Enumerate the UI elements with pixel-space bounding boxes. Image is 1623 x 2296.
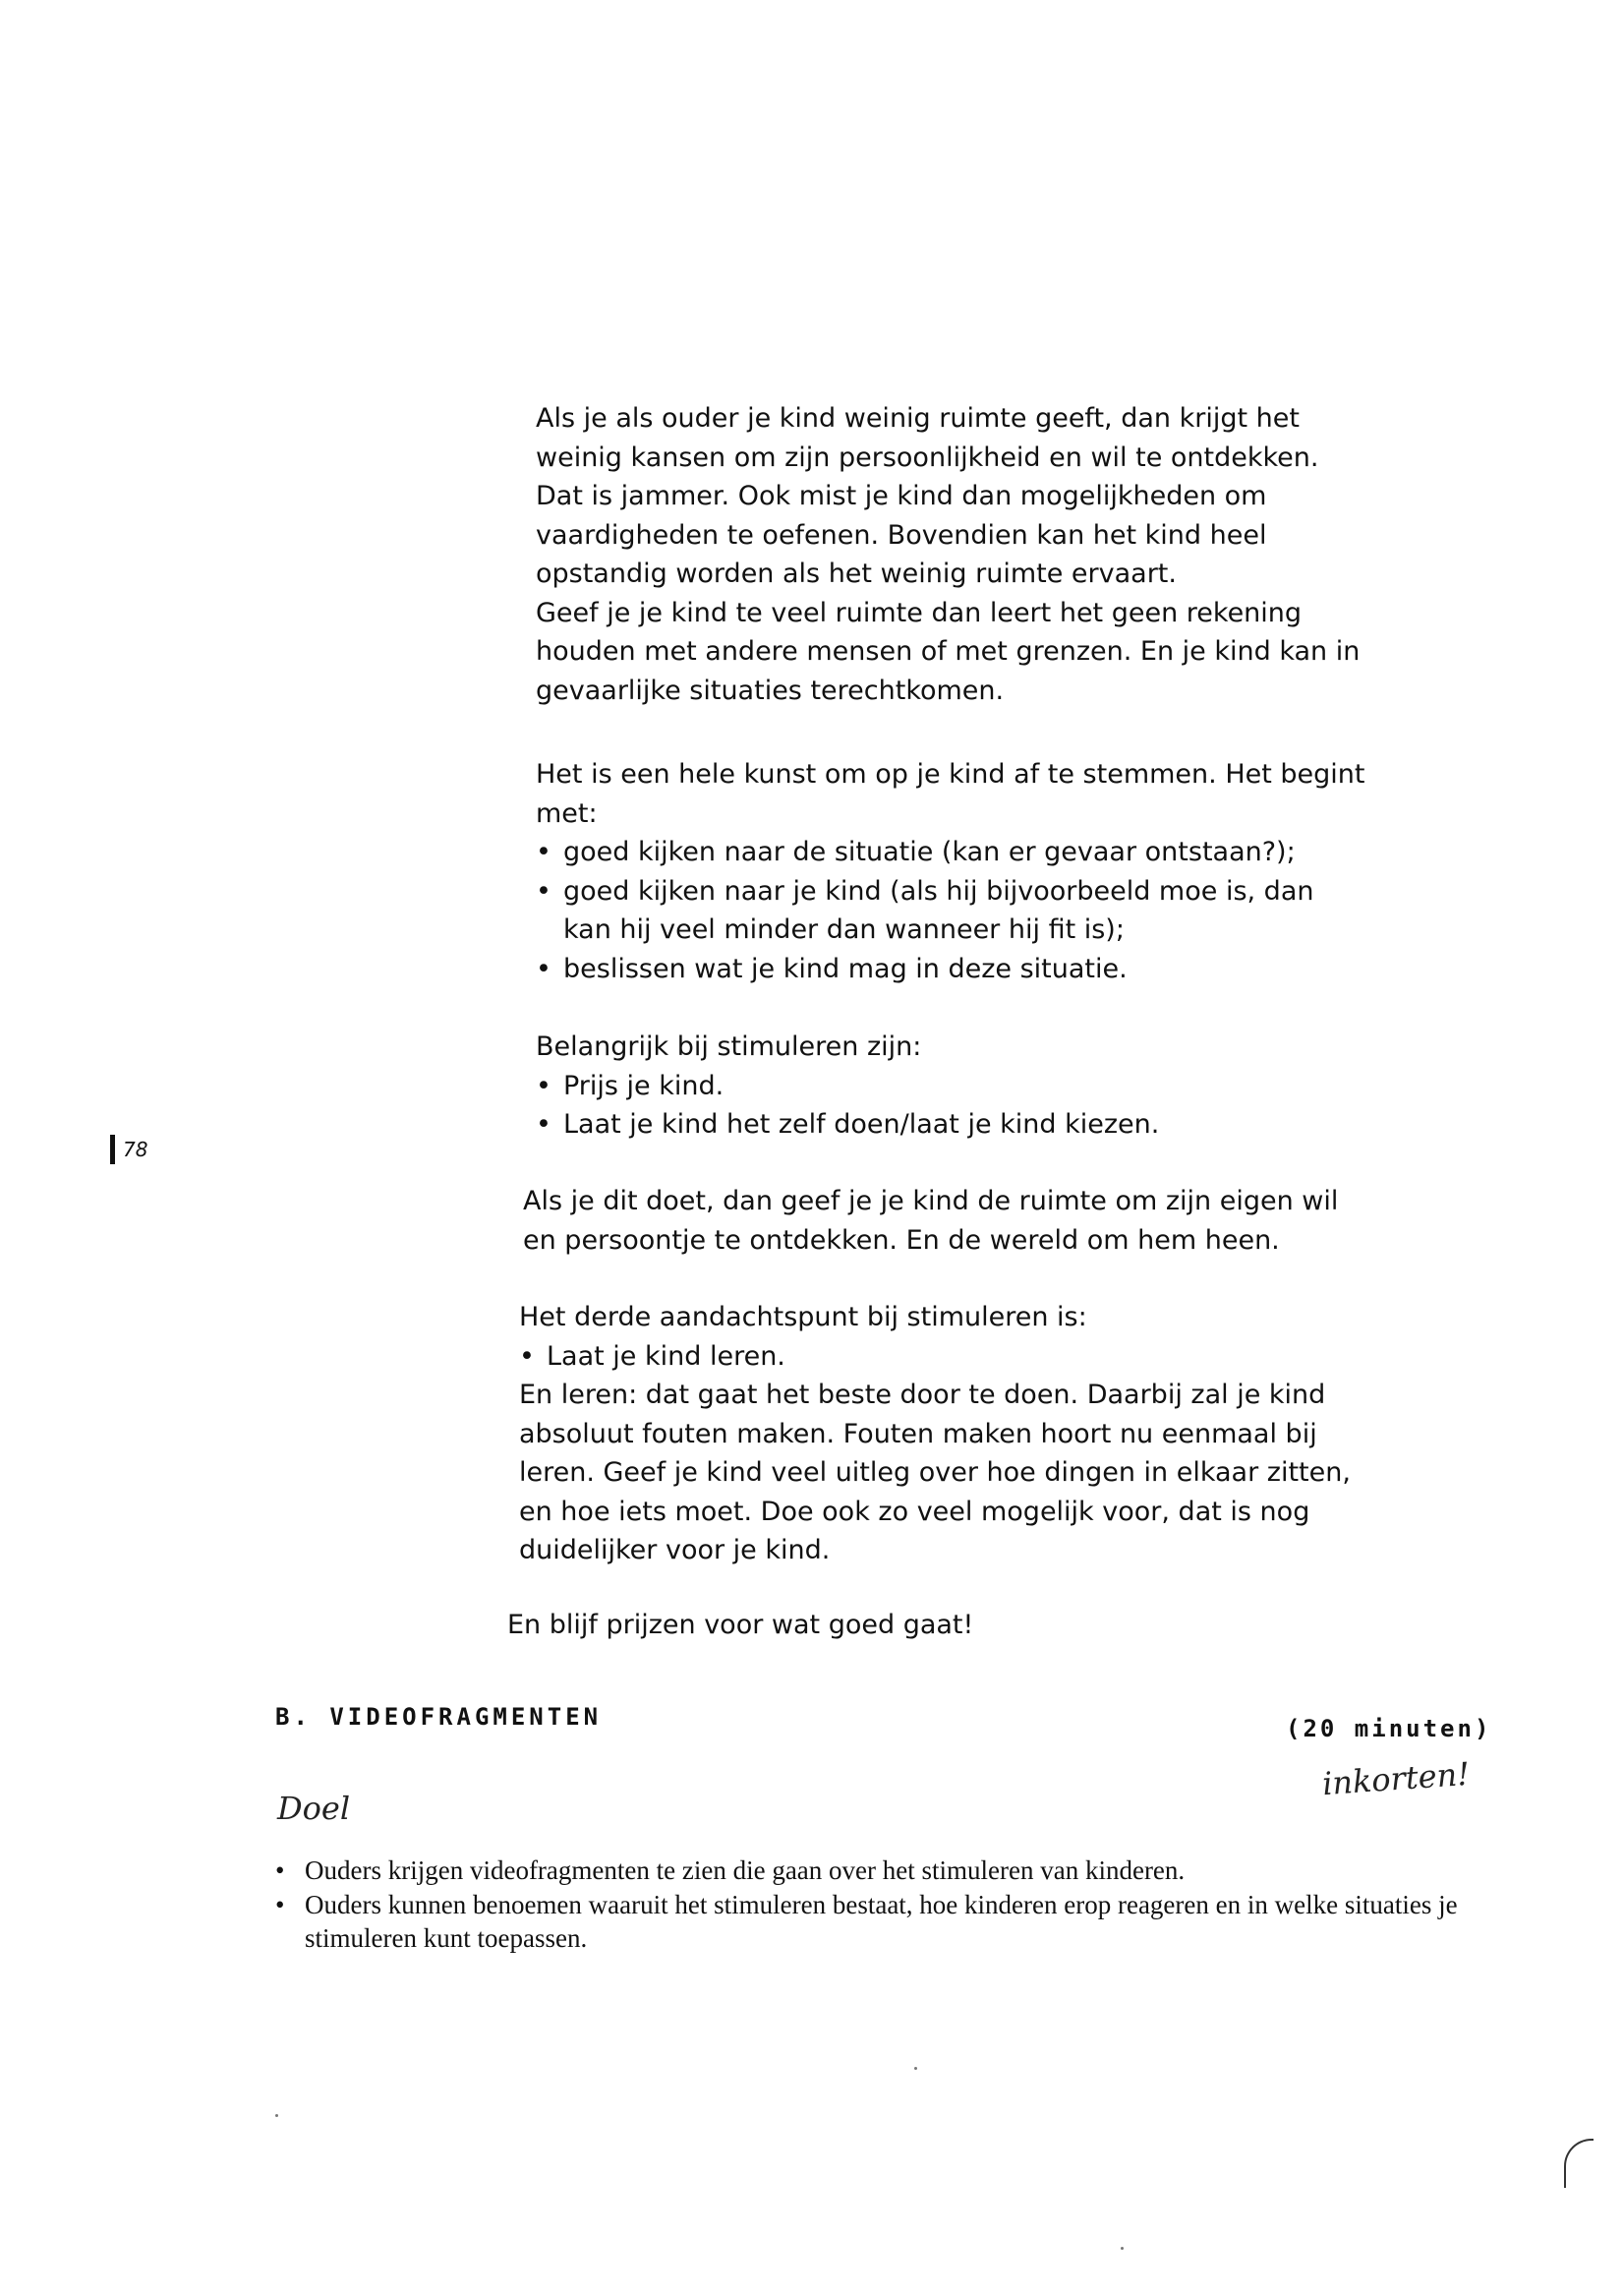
text-line: en persoontje te ontdekken. En de wereld om hem heen.: [523, 1224, 1280, 1256]
paragraph-belangrijk: [536, 1028, 1401, 1145]
text-line: en hoe iets moet. Doe ook zo veel mogelijk voor, dat is nog: [519, 1496, 1310, 1527]
list-item: [275, 1854, 1494, 1887]
text-line: leren. Geef je kind veel uitleg over hoe dingen in elkaar zitten,: [519, 1457, 1351, 1488]
text-line: Dat is jammer. Ook mist je kind dan mogelijkheden om: [536, 481, 1267, 511]
list-item-text: goed kijken naar je kind (als hij bijvoorbeeld moe is, dan: [563, 875, 1314, 907]
text-line: En blijf prijzen voor wat goed gaat!: [507, 1610, 974, 1640]
bullet-icon: •: [536, 875, 551, 907]
section-subheading: Doel: [277, 1790, 351, 1827]
scan-speck: [914, 2067, 917, 2070]
paragraph-afstemmen: [536, 755, 1401, 988]
paragraph-ruimte: [536, 399, 1401, 710]
list-item-text: Laat je kind het zelf doen/laat je kind kiezen.: [563, 1109, 1160, 1140]
list-item-text: Ouders krijgen videofragmenten te zien die gaan over het stimuleren van kinderen.: [305, 1855, 1186, 1885]
goals-list: [275, 1854, 1494, 1956]
text-line: gevaarlijke situaties terechtkomen.: [536, 675, 1005, 706]
list-item: [536, 833, 1401, 872]
list-item-text: goed kijken naar de situatie (kan er gevaar ontstaan?);: [563, 837, 1296, 867]
handwritten-note: inkorten!: [1320, 1754, 1472, 1803]
bullet-icon: •: [275, 1855, 285, 1885]
list-item-text: Ouders kunnen benoemen waaruit het stimuleren bestaat, hoe kinderen erop reageren en in welke situaties je stimuleren kunt toepassen.: [305, 1890, 1458, 1953]
page-number-text: 78: [123, 1138, 148, 1161]
text-line: Als je dit doet, dan geef je je kind de ruimte om zijn eigen wil: [523, 1186, 1339, 1216]
paragraph-als-je-dit-doet: [523, 1182, 1388, 1260]
text-line: vaardigheden te oefenen. Bovendien kan het kind heel: [536, 519, 1267, 551]
bullet-icon: •: [536, 953, 551, 984]
bullet-icon: •: [536, 1109, 551, 1140]
page-marker-bar: [110, 1135, 115, 1164]
text-line: weinig kansen om zijn persoonlijkheid en wil te ontdekken.: [536, 442, 1319, 473]
list-item: [536, 1105, 1401, 1145]
text-line: opstandig worden als het weinig ruimte ervaart.: [536, 559, 1177, 589]
text-line: Het is een hele kunst om op je kind af te stemmen. Het begint: [536, 759, 1365, 790]
bullet-icon: •: [536, 837, 551, 867]
list-item-text: Laat je kind leren.: [547, 1340, 785, 1372]
scan-speck: [1121, 2247, 1124, 2250]
list-item-continuation: kan hij veel minder dan wanneer hij fit is);: [563, 914, 1125, 945]
section-heading: B. VIDEOFRAGMENTEN: [275, 1703, 603, 1731]
list-item-text: Prijs je kind.: [563, 1070, 725, 1101]
scan-mark: [1564, 2139, 1594, 2188]
paragraph-blijf-prijzen: [507, 1606, 1372, 1645]
list-item: [519, 1337, 1384, 1377]
text-line: met:: [536, 797, 598, 829]
section-duration: (20 minuten): [1286, 1715, 1492, 1742]
list-item: [275, 1888, 1494, 1955]
text-line: duidelijker voor je kind.: [519, 1535, 831, 1565]
scan-speck: [275, 2114, 278, 2117]
bullet-icon: •: [536, 1070, 551, 1101]
page-number: [110, 1135, 147, 1164]
text-line: Geef je je kind te veel ruimte dan leert het geen rekening: [536, 597, 1303, 628]
paragraph-derde-aandachtspunt: [519, 1298, 1384, 1570]
bullet-icon: •: [519, 1340, 535, 1372]
list-item-text: beslissen wat je kind mag in deze situatie.: [563, 953, 1128, 984]
bullet-icon: •: [275, 1890, 285, 1919]
list-item: [536, 872, 1401, 912]
text-line: absoluut fouten maken. Fouten maken hoort nu eenmaal bij: [519, 1418, 1317, 1449]
text-line: Het derde aandachtspunt bij stimuleren is:: [519, 1302, 1087, 1332]
text-line: Als je als ouder je kind weinig ruimte geeft, dan krijgt het: [536, 403, 1300, 434]
text-line: En leren: dat gaat het beste door te doen. Daarbij zal je kind: [519, 1380, 1326, 1410]
text-line: Belangrijk bij stimuleren zijn:: [536, 1031, 922, 1062]
list-item: [536, 950, 1401, 989]
text-line: houden met andere mensen of met grenzen. En je kind kan in: [536, 636, 1361, 667]
list-item: [536, 1067, 1401, 1106]
